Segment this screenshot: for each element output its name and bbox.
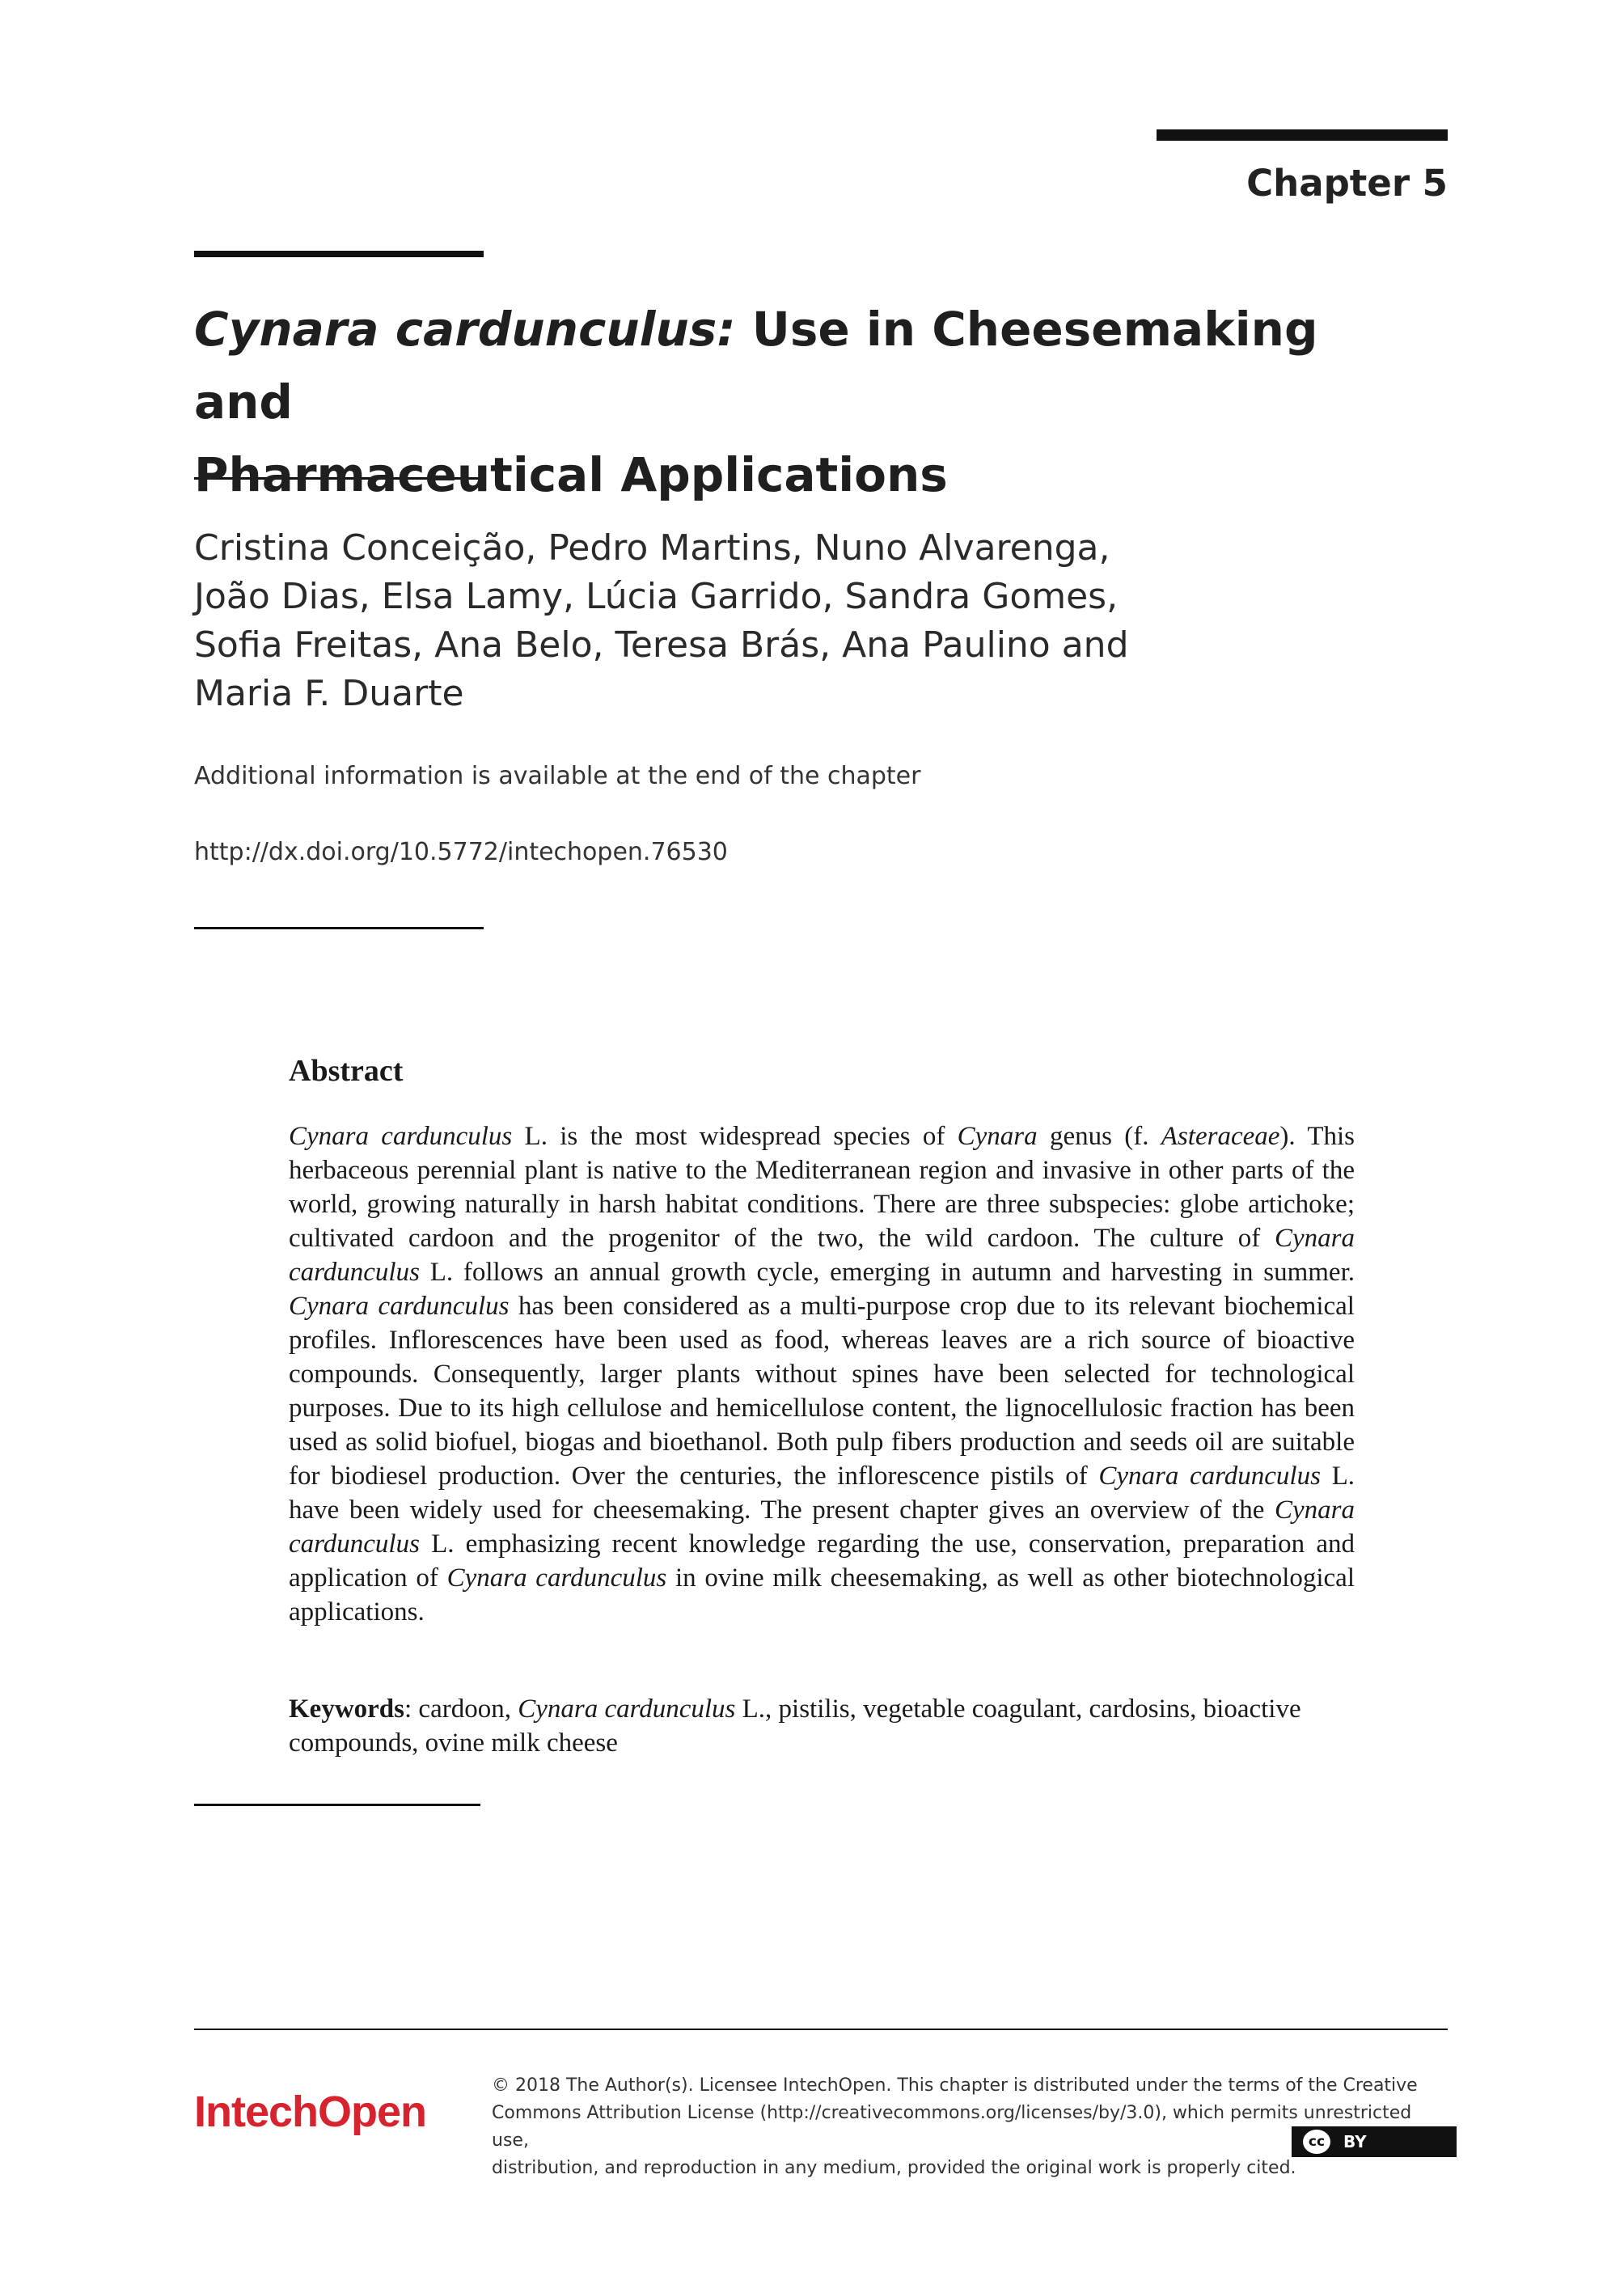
abstract-body (289, 1119, 1355, 1629)
species-name: Cynara cardunculus (289, 1224, 1355, 1287)
species-name: Cynara cardunculus (289, 1496, 1355, 1559)
title-italic-species: Cynara cardunculus: (194, 302, 736, 357)
top-right-thick-rule (1157, 129, 1448, 141)
species-name: Cynara cardunculus (289, 1122, 513, 1151)
creative-commons-icon: cc (1303, 2130, 1330, 2154)
author-line: Maria F. Duarte (194, 673, 464, 714)
species-name: Cynara cardunculus (1098, 1462, 1321, 1491)
footer-divider (194, 2029, 1448, 2030)
title-line1-rest: Use in Cheesemaking and (194, 302, 1318, 429)
author-list (194, 524, 1326, 718)
abstract-text: L. is the most widespread species of (512, 1122, 958, 1151)
abstract-text: L. have been widely used for cheesemaking. The present chapter gives an overview of the (289, 1462, 1355, 1525)
species-name: Cynara cardunculus (518, 1694, 736, 1724)
keywords-text: L., pistilis, vegetable coagulant, cardosins, bioactive compounds, ovine milk cheese (289, 1694, 1301, 1758)
abstract-text: ). This herbaceous perennial plant is native to the Mediterranean region and invasive in other parts of the world, growing naturally in harsh habitat conditions. There are three subspecies: globe artichoke; cultivated cardoon and the progenitor of the two, the wild cardoon. The culture of (289, 1122, 1355, 1253)
abstract-text: L. emphasizing recent knowledge regarding the use, conservation, preparation and application of (289, 1529, 1355, 1593)
keywords-bottom-rule (194, 1804, 480, 1806)
license-line: © 2018 The Author(s). Licensee IntechOpen. This chapter is distributed under the terms of the Creative (492, 2075, 1418, 2096)
intechopen-logo: IntechOpen (194, 2088, 427, 2136)
species-name: Cynara cardunculus (289, 1292, 510, 1321)
license-line: distribution, and reproduction in any medium, provided the original work is properly cited. (492, 2158, 1296, 2178)
doi-bottom-rule (194, 927, 484, 929)
chapter-title (194, 293, 1407, 511)
abstract-text: L. follows an annual growth cycle, emerging in autumn and harvesting in summer. (419, 1258, 1355, 1287)
genus-name: Cynara (957, 1122, 1038, 1151)
abstract-heading: Abstract (289, 1054, 404, 1088)
keywords-label: Keywords (289, 1694, 404, 1724)
doi-link[interactable]: http://dx.doi.org/10.5772/intechopen.76530 (194, 838, 728, 866)
keywords-text: : cardoon, (404, 1694, 518, 1724)
family-name: Asteraceae (1161, 1122, 1280, 1151)
species-name: Cynara cardunculus (446, 1563, 667, 1593)
title-top-thick-rule (194, 251, 484, 257)
abstract-text: genus (f. (1037, 1122, 1161, 1151)
abstract-text: in ovine milk cheesemaking, as well as other biotechnological applications. (289, 1563, 1355, 1627)
additional-info-note: Additional information is available at the end of the chapter (194, 762, 921, 790)
author-line: Sofia Freitas, Ana Belo, Teresa Brás, Ana Paulino and (194, 624, 1129, 666)
keywords (289, 1692, 1355, 1760)
title-line2: Pharmaceutical Applications (194, 447, 948, 502)
chapter-label: Chapter 5 (1246, 162, 1448, 205)
cc-by-badge[interactable] (1292, 2126, 1457, 2157)
author-line: Cristina Conceição, Pedro Martins, Nuno Alvarenga, (194, 527, 1110, 569)
abstract-text: has been considered as a multi-purpose crop due to its relevant biochemical profiles. Inflorescences have been used as food, whereas leaves are a rich source of bioactive compounds. Consequently, larger plants without spines have been selected for technological purposes. Due to its high cellulose and hemicellulose content, the lignocellulosic fraction has been used as solid biofuel, biogas and bioethanol. Both pulp fibers production and seeds oil are suitable for biodiesel production. Over the centuries, the inflorescence pistils of (289, 1292, 1355, 1491)
cc-by-label: BY (1343, 2132, 1367, 2151)
author-line: João Dias, Elsa Lamy, Lúcia Garrido, Sandra Gomes, (194, 576, 1119, 617)
license-line: Commons Attribution License (http://creativecommons.org/licenses/by/3.0), which permits unrestricted use, (492, 2103, 1412, 2151)
